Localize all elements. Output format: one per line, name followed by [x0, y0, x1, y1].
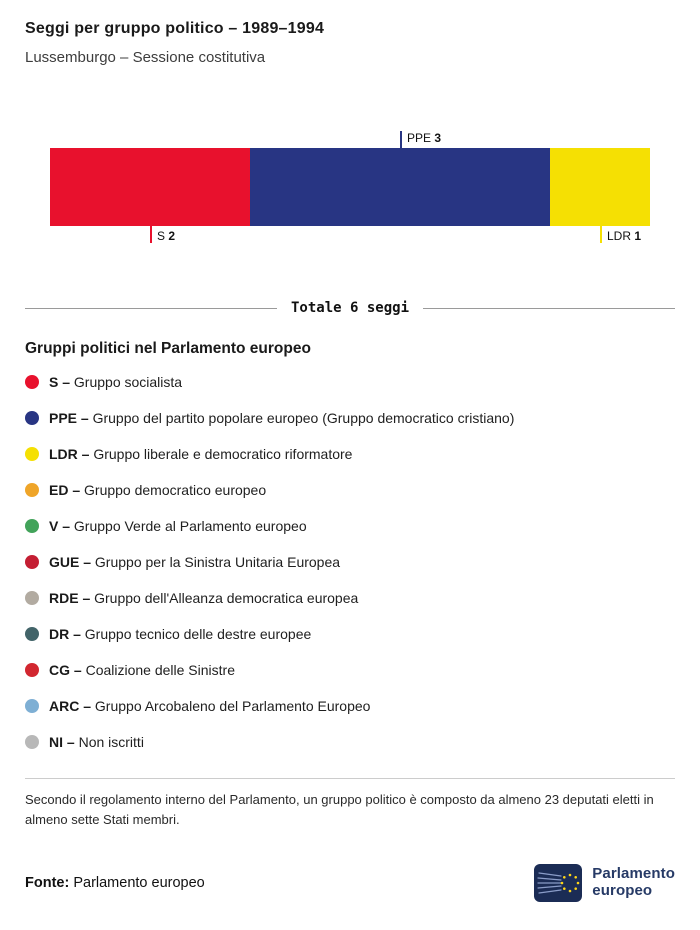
legend-item-ni	[25, 734, 675, 750]
legend-code: V –	[49, 518, 74, 534]
legend-name: Gruppo Arcobaleno del Parlamento Europeo	[94, 698, 371, 714]
bar-label-s	[150, 226, 175, 243]
legend-name: Gruppo Verde al Parlamento europeo	[73, 518, 307, 534]
legend-name: Coalizione delle Sinistre	[85, 662, 235, 678]
legend-code: PPE –	[49, 410, 93, 426]
legend-color-dot	[25, 591, 39, 605]
footnote: Secondo il regolamento interno del Parlamento, un gruppo politico è composto da almeno 23 deputati eletti in almeno sette Stati membri.	[25, 778, 675, 830]
page-subtitle: Lussemburgo – Sessione costitutiva	[25, 49, 266, 66]
legend-name: Gruppo tecnico delle destre europee	[84, 626, 312, 642]
legend-code: GUE –	[49, 554, 95, 570]
total-row	[25, 300, 675, 316]
legend-item-ppe	[25, 410, 675, 426]
divider-line-left	[25, 308, 277, 309]
legend-color-dot	[25, 519, 39, 533]
legend-code: ARC –	[49, 698, 95, 714]
source-label: Fonte:	[25, 875, 70, 892]
legend-code: RDE –	[49, 590, 95, 606]
legend-color-dot	[25, 699, 39, 713]
legend-color-dot	[25, 483, 39, 497]
bar-tick-ldr	[600, 226, 602, 243]
ep-logo-text	[592, 866, 675, 900]
ep-logo-text-line2: europeo	[592, 882, 653, 900]
legend-color-dot	[25, 735, 39, 749]
legend-code: CG –	[49, 662, 86, 678]
legend-item-ed	[25, 482, 675, 498]
bar-label-ldr	[600, 226, 641, 243]
legend-item-arc	[25, 698, 675, 714]
page-title: Seggi per gruppo politico – 1989–1994	[25, 20, 325, 37]
legend-item-cg	[25, 662, 675, 678]
legend-code: S –	[49, 374, 74, 390]
legend-name: Gruppo democratico europeo	[84, 482, 267, 498]
legend-name: Gruppo per la Sinistra Unitaria Europea	[94, 554, 341, 570]
bar-segment-ldr[interactable]	[550, 148, 650, 226]
bar-label-text: PPE 3	[407, 131, 442, 145]
source-value: Parlamento europeo	[73, 875, 205, 892]
bar-tick-s	[150, 226, 152, 243]
legend-item-gue	[25, 554, 675, 570]
total-seats-label: Totale 6 seggi	[291, 300, 410, 316]
ep-logo-text-line1: Parlamento	[592, 865, 675, 883]
legend-color-dot	[25, 555, 39, 569]
legend-item-v	[25, 518, 675, 534]
legend-name: Gruppo socialista	[73, 374, 183, 390]
legend-color-dot	[25, 663, 39, 677]
bar-segment-s[interactable]	[50, 148, 250, 226]
bar-tick-ppe	[400, 131, 402, 148]
legend-item-ldr	[25, 446, 675, 462]
bar-labels-below	[50, 226, 650, 254]
legend-color-dot	[25, 447, 39, 461]
legend-code: DR –	[49, 626, 85, 642]
legend-item-s	[25, 374, 675, 390]
legend-title: Gruppi politici nel Parlamento europeo	[25, 340, 311, 357]
bar-label-text: LDR 1	[607, 229, 642, 243]
legend-item-dr	[25, 626, 675, 642]
legend-code: LDR –	[49, 446, 94, 462]
seats-chart	[50, 126, 650, 254]
ep-logo-icon	[534, 864, 582, 902]
legend-code: NI –	[49, 734, 79, 750]
source	[25, 875, 205, 891]
legend-name: Gruppo dell'Alleanza democratica europea	[94, 590, 359, 606]
divider-line-right	[423, 308, 675, 309]
bar-segment-ppe[interactable]	[250, 148, 550, 226]
legend-name: Gruppo liberale e democratico riformatore	[93, 446, 353, 462]
legend-color-dot	[25, 411, 39, 425]
legend-color-dot	[25, 375, 39, 389]
legend-item-rde	[25, 590, 675, 606]
stacked-bar	[50, 148, 650, 226]
legend-list	[25, 374, 675, 750]
legend-name: Non iscritti	[78, 734, 144, 750]
ep-logo	[534, 864, 675, 902]
bar-label-text: S 2	[157, 229, 176, 243]
bar-label-ppe	[400, 131, 441, 148]
legend-name: Gruppo del partito popolare europeo (Gruppo democratico cristiano)	[92, 410, 515, 426]
footer	[25, 864, 675, 902]
legend-code: ED –	[49, 482, 85, 498]
legend-color-dot	[25, 627, 39, 641]
bar-labels-above	[50, 126, 650, 148]
